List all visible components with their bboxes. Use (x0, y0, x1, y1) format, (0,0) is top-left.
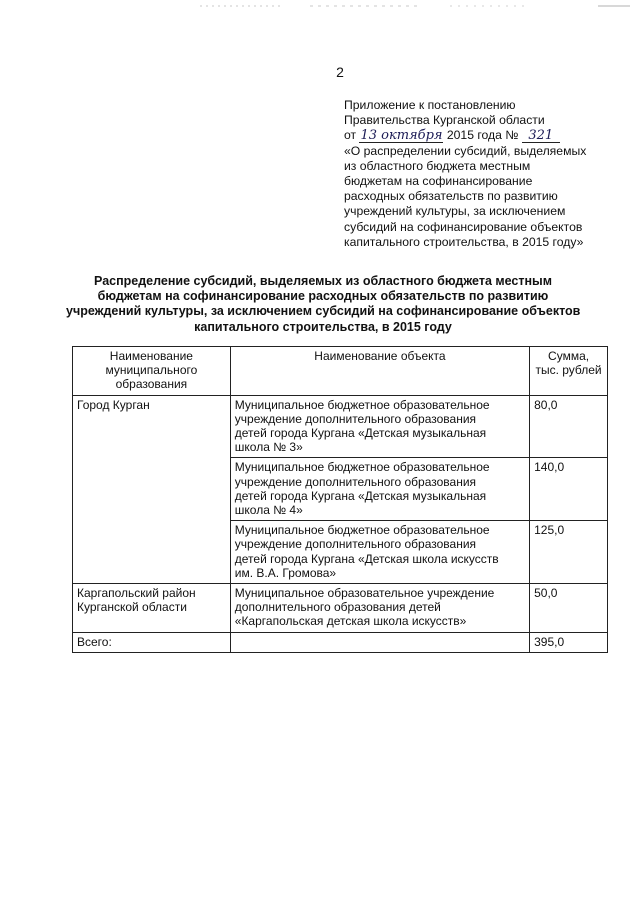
header-municipality (73, 347, 231, 396)
header-object (230, 347, 529, 396)
amount-cell: 125,0 (530, 521, 608, 584)
page-number: 2 (336, 64, 344, 80)
date-prefix: от (344, 128, 357, 143)
header-line: тыс. рублей (535, 363, 602, 378)
total-amount: 395,0 (530, 632, 608, 652)
object-line: детей города Кургана «Детская музыкальная (234, 488, 487, 503)
document-title-line: учреждений культуры, за исключением субсидий на софинансирование объектов (66, 304, 581, 319)
total-empty-cell (230, 632, 529, 652)
object-cell (230, 521, 529, 584)
appendix-title-line: расходных обязательств по развитию (344, 189, 558, 204)
appendix-title-line: «О распределении субсидий, выделяемых (344, 143, 587, 158)
appendix-header (344, 98, 624, 250)
object-cell (230, 458, 529, 521)
object-line: Муниципальное бюджетное образовательное (234, 523, 490, 538)
appendix-title-line: из областного бюджета местным (344, 158, 531, 173)
handwritten-date: 13 октября (360, 128, 443, 144)
object-line: Муниципальное бюджетное образовательное (234, 397, 490, 412)
document-title (66, 274, 580, 335)
municipality-cell (73, 584, 231, 633)
total-row (73, 632, 608, 652)
appendix-title-line: капитального строительства, в 2015 году» (344, 234, 584, 249)
appendix-title-line: учреждений культуры, за исключением (344, 204, 566, 219)
amount-cell: 50,0 (530, 584, 608, 633)
amount-cell: 140,0 (530, 458, 608, 521)
header-amount (530, 347, 608, 396)
appendix-line-2: Правительства Курганской области (344, 113, 545, 128)
table-row (73, 395, 608, 458)
header-line: Наименование объекта (314, 349, 446, 363)
object-cell (230, 584, 529, 633)
document-title-line: Распределение субсидий, выделяемых из областного бюджета местным (94, 274, 552, 288)
table-header-row (73, 347, 608, 396)
object-line: детей города Кургана «Детская музыкальная (234, 426, 487, 441)
object-line: детей города Кургана «Детская школа искусств (234, 551, 499, 566)
object-line: учреждение дополнительного образования (234, 411, 477, 426)
object-line: Муниципальное образовательное учреждение (234, 586, 495, 601)
municipality-name: Каргапольский район (77, 586, 196, 601)
municipality-name: Курганской области (77, 600, 187, 615)
subsidies-table (72, 346, 608, 653)
table-row (73, 584, 608, 633)
municipality-cell (73, 395, 231, 583)
amount-cell: 80,0 (530, 395, 608, 458)
header-line: муниципального (105, 363, 198, 378)
municipality-name: Город Курган (77, 397, 150, 412)
handwritten-number: 321 (522, 129, 560, 143)
object-line: учреждение дополнительного образования (234, 537, 477, 552)
appendix-title-line: субсидий на софинансирование объектов (344, 219, 583, 234)
header-line: Наименование (109, 349, 193, 363)
total-label: Всего: (73, 632, 231, 652)
appendix-title-line: бюджетам на софинансирование (344, 174, 533, 189)
object-line: «Каргапольская детская школа искусств» (234, 614, 467, 629)
scan-artifact-marks (200, 4, 630, 8)
object-line: школа № 3» (234, 440, 303, 455)
year-text: 2015 года № (446, 128, 519, 143)
object-line: Муниципальное бюджетное образовательное (234, 460, 490, 475)
header-line: Сумма, (548, 349, 590, 363)
header-line: образования (115, 377, 188, 392)
object-line: им. В.А. Громова» (234, 565, 337, 580)
appendix-line-1: Приложение к постановлению (344, 98, 516, 112)
object-cell (230, 395, 529, 458)
object-line: учреждение дополнительного образования (234, 474, 477, 489)
object-line: школа № 4» (234, 503, 303, 518)
document-title-line: капитального строительства, в 2015 году (194, 319, 452, 334)
document-title-line: бюджетам на софинансирование расходных обязательств по развитию (97, 289, 549, 304)
appendix-date-line (344, 128, 624, 143)
object-line: дополнительного образования детей (234, 600, 441, 615)
